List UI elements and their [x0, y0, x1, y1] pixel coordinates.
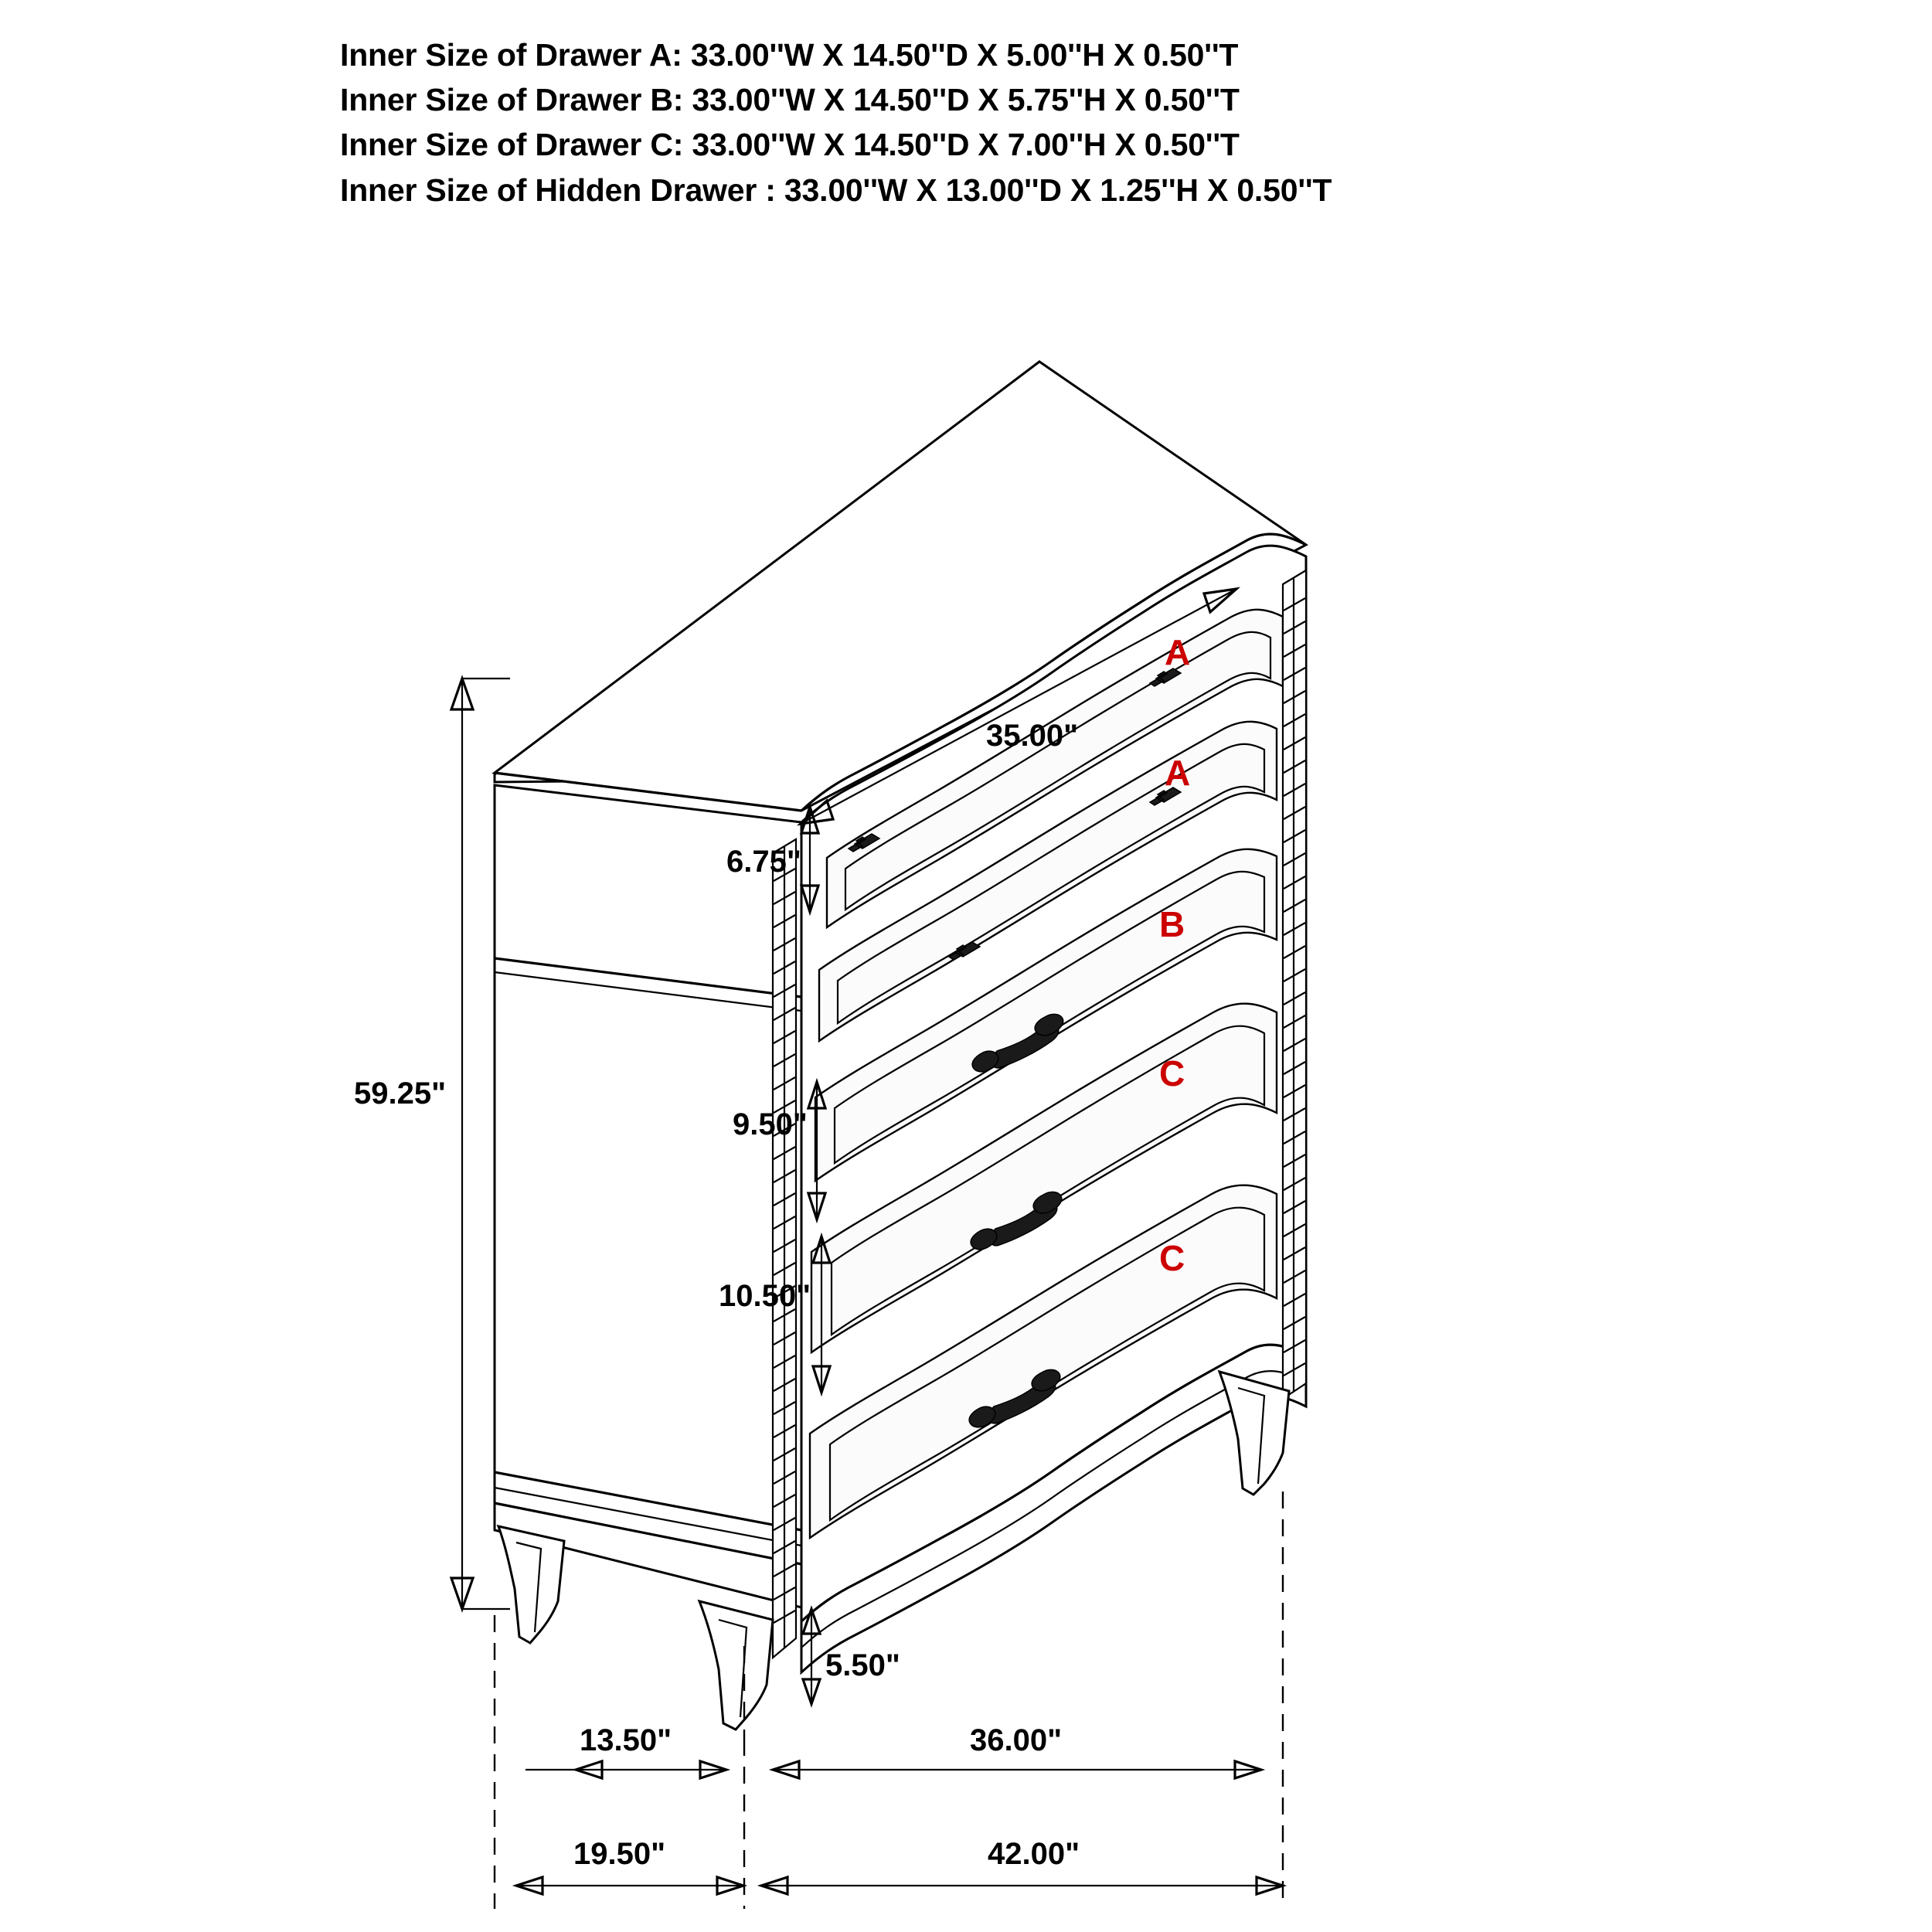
dimension-front-width — [773, 1723, 1261, 1778]
dim-drawer-b-label: 9.50" — [733, 1107, 808, 1141]
dim-front-width-label: 36.00" — [970, 1723, 1063, 1757]
drawer-letter-a-2: A — [1165, 753, 1191, 793]
dim-overall-width-label: 42.00" — [988, 1837, 1080, 1871]
dimension-overall-width — [761, 1837, 1283, 1894]
dim-overall-depth-label: 19.50" — [573, 1837, 666, 1871]
cabinet-left-side-panel — [495, 785, 801, 1607]
leg-front-center — [699, 1601, 773, 1730]
dim-drawer-a-label: 6.75" — [726, 845, 801, 879]
drawer-letter-c-2: C — [1159, 1238, 1185, 1278]
dim-drawer-c-label: 10.50" — [719, 1279, 811, 1313]
spec-line-drawer-b: Inner Size of Drawer B: 33.00''W X 14.50''D X 5.75''H X 0.50''T — [340, 82, 1240, 118]
dimension-overall-height — [354, 679, 510, 1609]
spec-line-hidden-drawer: Inner Size of Hidden Drawer : 33.00''W X 13.00''D X 1.25''H X 0.50''T — [340, 172, 1332, 208]
leg-left-rear — [498, 1526, 564, 1643]
leg-right-front — [1219, 1372, 1289, 1495]
drawer-letter-a-1: A — [1165, 632, 1191, 672]
drawer-letter-b: B — [1159, 904, 1185, 944]
dim-top-width-label: 35.00" — [986, 719, 1079, 753]
dim-side-depth-label: 13.50" — [580, 1723, 672, 1757]
drawer-letter-c-1: C — [1159, 1053, 1185, 1094]
dim-overall-height-label: 59.25" — [354, 1077, 447, 1111]
dimension-side-depth — [526, 1723, 726, 1778]
dimension-overall-depth — [516, 1837, 743, 1894]
spec-line-drawer-c: Inner Size of Drawer C: 33.00''W X 14.50''D X 7.00''H X 0.50''T — [340, 127, 1240, 163]
dim-leg-height-label: 5.50" — [825, 1648, 900, 1682]
spec-line-drawer-a: Inner Size of Drawer A: 33.00''W X 14.50''D X 5.00''H X 0.50''T — [340, 37, 1239, 73]
